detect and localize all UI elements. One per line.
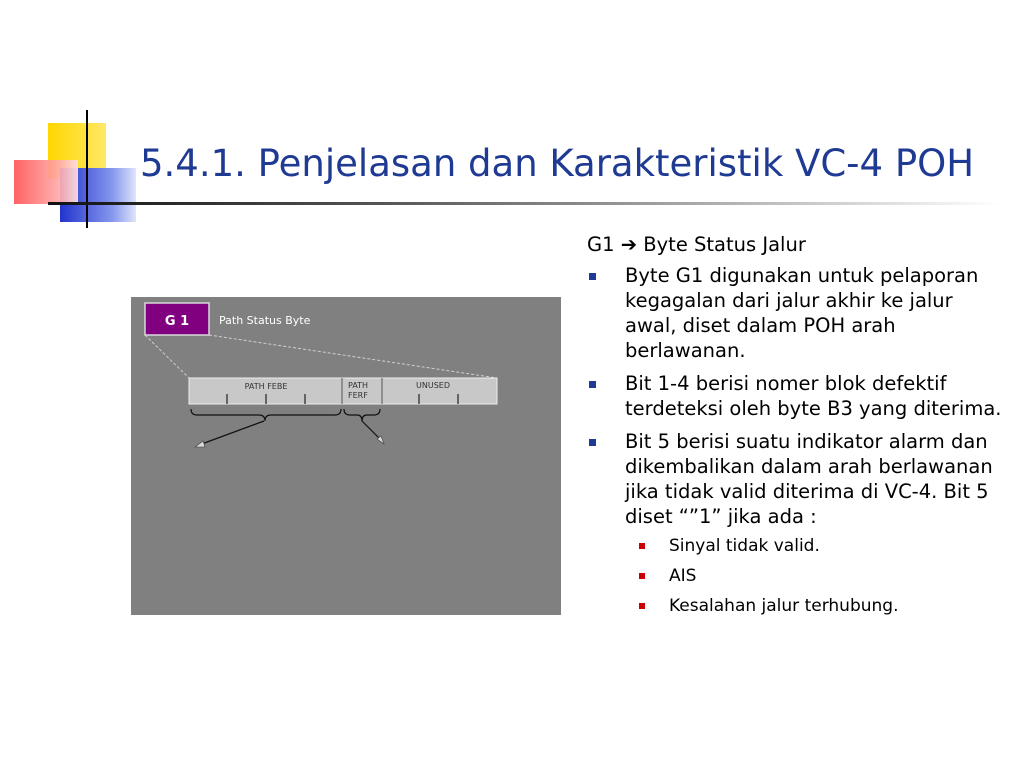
- ferf-label-2: FERF: [348, 391, 368, 400]
- ferf-label-1: PATH: [348, 381, 369, 390]
- square-bullet-icon: [589, 273, 596, 280]
- bullet-text: Bit 1-4 berisi nomer blok defektif terdeteksi oleh byte B3 yang diterima.: [625, 372, 1002, 420]
- sub-bullet-text: Sinyal tidak valid.: [669, 536, 820, 556]
- red-square-bullet-icon: [639, 603, 645, 609]
- square-bullet-icon: [589, 381, 596, 388]
- sub-bullet-text: Kesalahan jalur terhubung.: [669, 596, 899, 616]
- sub-list-item: [625, 535, 1007, 557]
- slide-content: [587, 232, 1007, 625]
- sub-list-item: [625, 595, 1007, 617]
- febe-label: PATH FEBE: [244, 382, 288, 391]
- list-item: [587, 263, 1007, 363]
- sub-list-item: [625, 565, 1007, 587]
- unused-label: UNUSED: [416, 381, 450, 390]
- slide-title: 5.4.1. Penjelasan dan Karakteristik VC-4 POH: [140, 142, 975, 185]
- lead-line: G1 ➔ Byte Status Jalur: [587, 233, 806, 256]
- bullet-text: Byte G1 digunakan untuk pelaporan kegagalan dari jalur akhir ke jalur awal, diset dalam POH arah berlawanan.: [625, 264, 979, 362]
- red-square-bullet-icon: [639, 573, 645, 579]
- red-square: [14, 160, 78, 204]
- bullet-list: [587, 263, 1007, 617]
- g1-label: G 1: [164, 314, 190, 329]
- list-item: [587, 371, 1007, 421]
- bullet-text: Bit 5 berisi suatu indikator alarm dan dikembalikan dalam arah berlawanan jika tidak valid diterima di VC-4. Bit 5 diset “”1” jika ada :: [625, 430, 993, 528]
- square-bullet-icon: [589, 439, 596, 446]
- red-square-bullet-icon: [639, 543, 645, 549]
- title-underline: [48, 202, 1000, 205]
- sub-bullet-text: AIS: [669, 566, 697, 586]
- g1-byte-bar: [189, 378, 497, 404]
- list-item: [587, 429, 1007, 617]
- path-status-label: Path Status Byte: [219, 314, 311, 327]
- sub-bullet-list: [625, 535, 1007, 617]
- g1-diagram: [131, 297, 561, 615]
